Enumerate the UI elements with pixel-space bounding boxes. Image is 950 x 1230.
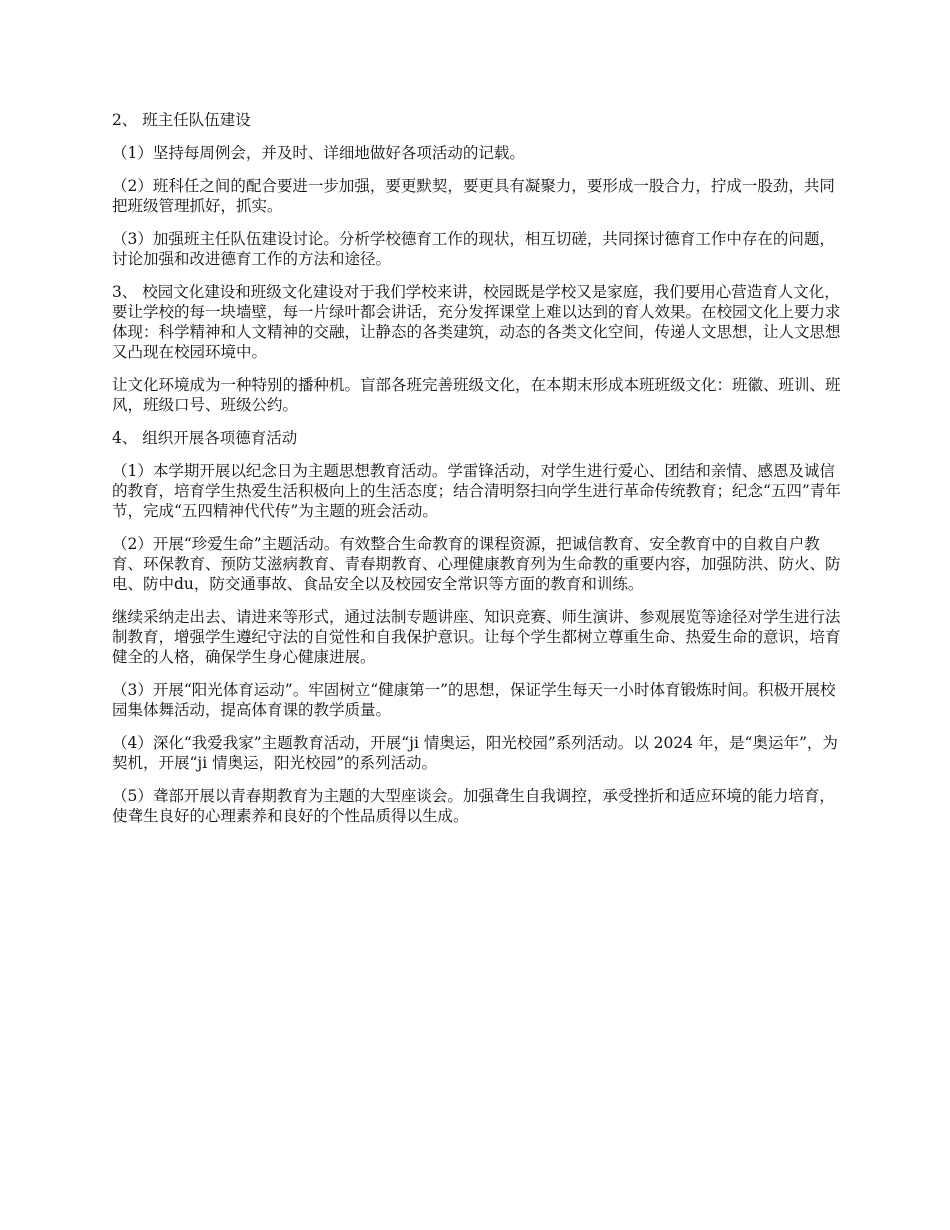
paragraph-3-continued: 让文化环境成为一种特别的播种机。盲部各班完善班级文化，在本期末形成本班班级文化：班徽、班训、班风，班级口号、班级公约。 — [112, 376, 841, 414]
paragraph-4-5: （5）聋部开展以青春期教育为主题的大型座谈会。加强聋生自我调控，承受挫折和适应环境的能力培育，使聋生良好的心理素养和良好的个性品质得以生成。 — [112, 787, 835, 825]
paragraph-4-3: （3）开展“阳光体育运动”。牢固树立“健康第一”的思想，保证学生每天一小时体育锻炼时间。积极开展校园集体舞活动，提高体育课的教学质量。 — [112, 681, 836, 719]
paragraph-4-1: （1）本学期开展以纪念日为主题思想教育活动。学雷锋活动，对学生进行爱心、团结和亲情、感恩及诚信的教育，培育学生热爱生活积极向上的生活态度；结合清明祭扫向学生进行革命传统教育；纪念“五四”青年节，完成“五四精神代代传”为主题的班会活动。 — [112, 462, 841, 520]
section-heading-4: 4、 组织开展各项德育活动 — [112, 429, 298, 447]
section-heading-2: 2、 班主任队伍建设 — [112, 111, 251, 129]
document-body — [112, 110, 842, 839]
paragraph-4-4: （4）深化“我爱我家”主题教育活动，开展“ji 情奥运，阳光校园”系列活动。以 2024 年，是“奥运年”，为契机，开展“ji 情奥运，阳光校园”的系列活动。 — [112, 734, 838, 772]
paragraph-2-1: （1）坚持每周例会，并及时、详细地做好各项活动的记载。 — [112, 144, 525, 162]
paragraph-2-3: （3）加强班主任队伍建设讨论。分析学校德育工作的现状，相互切磋，共同探讨德育工作中存在的问题，讨论加强和改进德育工作的方法和途径。 — [112, 230, 835, 268]
section-paragraph-3: 3、 校园文化建设和班级文化建设对于我们学校来讲，校园既是学校又是家庭，我们要用心营造育人文化，要让学校的每一块墙壁，每一片绿叶都会讲话，充分发挥课堂上难以达到的育人效果。在校园文化上要力求体现：科学精神和人文精神的交融，让静态的各类建筑，动态的各类文化空间，传递人文思想，让人文思想又凸现在校园环境中。 — [112, 283, 841, 361]
paragraph-4-2: （2）开展“珍爱生命”主题活动。有效整合生命教育的课程资源，把诚信教育、安全教育中的自救自户教育、环保教育、预防艾滋病教育、青春期教育、心理健康教育列为生命教的重要内容，加强防洪、防火、防电、防中du，防交通事故、食品安全以及校园安全常识等方面的教育和训练。 — [112, 535, 841, 593]
paragraph-2-2: （2）班科任之间的配合要进一步加强，要更默契，要更具有凝聚力，要形成一股合力，拧成一股劲，共同把班级管理抓好，抓实。 — [112, 177, 835, 215]
paragraph-4-2-continued: 继续采纳走出去、请进来等形式，通过法制专题讲座、知识竞赛、师生演讲、参观展览等途径对学生进行法制教育，增强学生遵纪守法的自觉性和自我保护意识。让每个学生都树立尊重生命、热爱生命的意识，培育健全的人格，确保学生身心健康进展。 — [112, 608, 841, 666]
